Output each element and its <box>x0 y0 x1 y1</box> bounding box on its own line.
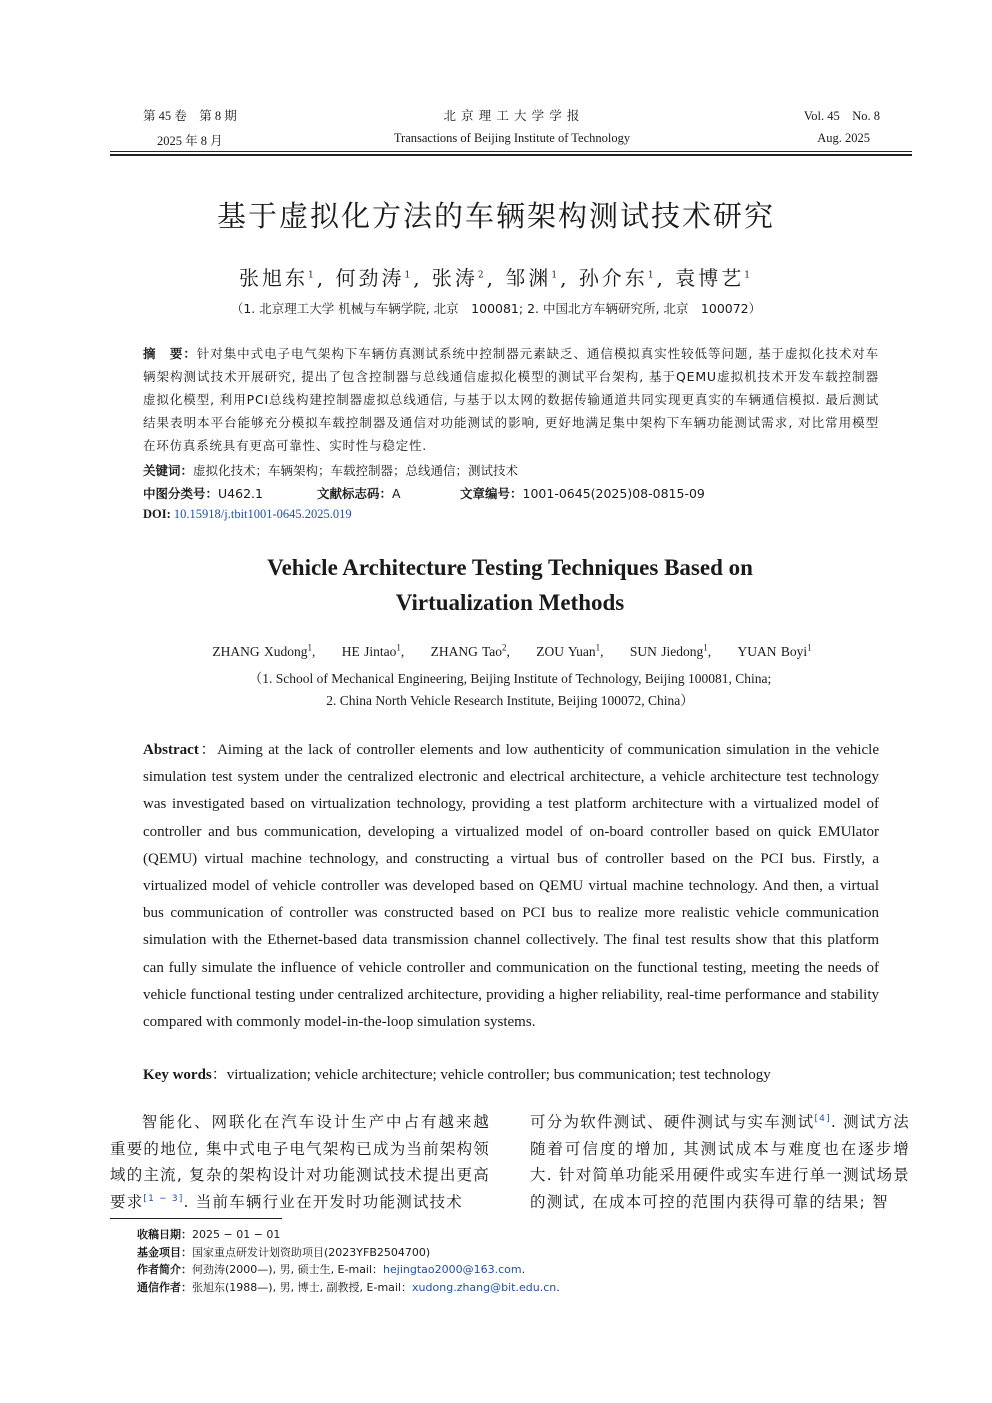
doi-label: DOI: <box>143 507 171 521</box>
journal-title-en: Transactions of Beijing Institute of Technology <box>393 131 631 145</box>
footnote-corresponding: 通信作者：张旭东(1988—), 男, 博士, 副教授, E-mail：xudong.zhang@bit.edu.cn. <box>137 1280 560 1294</box>
author-en: YUAN Boyi$^1$ <box>737 642 812 659</box>
doi-link[interactable]: 10.15918/j.tbit1001-0645.2025.019 <box>173 507 352 521</box>
doi-row <box>143 507 352 522</box>
volume-issue-en: Vol. 45 No. 8 <box>803 109 880 123</box>
body-column-right: 可分为软件测试、硬件测试与实车测试[4]. 测试方法随着可信度的增加, 其测试成本与难度也在逐步增大. 针对简单功能采用硬件或实车进行单一测试场景的测试, 在成本可控的范围内获得可靠的结果; 智 <box>530 1113 910 1211</box>
footnote-received: 收稿日期：2025 − 01 − 01 <box>137 1228 281 1241</box>
affiliation-en <box>0 668 992 712</box>
abstract-cn-label: 摘 要： <box>143 346 197 361</box>
affiliation-en-line1: （1. School of Mechanical Engineering, Beijing Institute of Technology, Beijing 100081, China; <box>248 671 772 686</box>
author-list-cn: 张旭东$^1$, 何劲涛$^1$, 张涛$^2$, 邹渊$^1$, 孙介东$^1$, 袁博艺$^1$ <box>239 266 753 290</box>
header-rule-thin <box>110 151 912 152</box>
article-number: 文章编号：1001-0645(2025)08-0815-09 <box>460 486 705 501</box>
header-rule-thick <box>110 154 912 156</box>
author-en: ZHANG Tao$^2$, <box>430 642 510 659</box>
author-en: HE Jintao$^1$, <box>341 642 405 659</box>
paper-title-en-line1: Vehicle Architecture Testing Techniques Based on <box>267 555 753 580</box>
keywords-cn-label: 关键词： <box>143 463 194 478</box>
corresponding-email-link[interactable]: xudong.zhang@bit.edu.cn <box>412 1280 557 1294</box>
author-cn: 张涛$^2$ <box>431 266 487 290</box>
author-cn: 张旭东$^1$ <box>239 266 317 290</box>
citation-link[interactable]: [4] <box>814 1113 831 1124</box>
volume-issue-cn: 第 45 卷 第 8 期 <box>143 109 237 123</box>
author-email-link[interactable]: hejingtao2000@163.com <box>383 1263 522 1276</box>
paper-title-en <box>0 550 992 620</box>
author-list-en <box>0 644 992 660</box>
affiliation-en-line2: 2. China North Vehicle Research Institute, Beijing 100072, China） <box>326 693 694 708</box>
author-cn: 袁博艺$^1$ <box>675 266 753 290</box>
date-cn: 2025 年 8 月 <box>157 134 223 148</box>
footnote-fund: 基金项目：国家重点研发计划资助项目(2023YFB2504700) <box>137 1245 431 1259</box>
abstract-en-text: Aiming at the lack of controller elements and low authenticity of communication simulation in the vehicle simulation test system under the centralized electronic and electrical architecture, a vehicle architecture test technology was investigated based on virtualization technology, providing a test platform architecture with a virtualized model of controller and bus communication, developing a virtualized model of on-board controller based on quick EMUlator (QEMU) virtual machine technology, and constructing a virtual bus of controller based on the PCI bus. Firstly, a virtualized model of vehicle controller was developed based on QEMU virtual machine technology. And then, a virtual bus communication of controller was constructed based on PCI bus to realize more realistic vehicle communication simulation with the Ethernet-based data transmission channel collectively. The final test results show that this platform can fully simulate the influence of vehicle controller and communication on the functional testing, meeting the needs of vehicle functional testing under centralized architecture, providing a higher reliability, real-time performance and stability compared with commonly model-in-the-loop simulation systems. <box>143 742 879 1031</box>
author-cn: 何劲涛$^1$ <box>335 266 414 290</box>
author-en: ZOU Yuan$^1$, <box>536 642 604 659</box>
paper-title-cn: 基于虚拟化方法的车辆架构测试技术研究 <box>216 199 775 233</box>
footnote-rule <box>110 1218 282 1219</box>
paper-title-en-line2: Virtualization Methods <box>395 590 625 615</box>
author-en: ZHANG Xudong$^1$, <box>212 642 316 659</box>
abstract-en-label: Abstract <box>143 742 199 758</box>
body-column-left: 智能化、网联化在汽车设计生产中占有越来越重要的地位, 集中式电子电气架构已成为当前架构领域的主流, 复杂的架构设计对功能测试技术提出更高要求[1 − 3]. 当前车辆行业在开发时功能测试技术 <box>110 1113 490 1211</box>
abstract-cn <box>143 342 879 457</box>
journal-title-cn: 北 京 理 工 大 学 学 报 <box>443 109 581 123</box>
footnotes <box>137 1226 560 1296</box>
date-en: Aug. 2025 <box>817 131 870 145</box>
abstract-en: Abstract：Aiming at the lack of controller elements and low authenticity of communication simulation in the vehicle simulation test system under the centralized electronic and electrical architecture, a vehicle architecture test technology was investigated based on virtualization technology, providing a test platform architecture with a virtualized model of controller and bus communication, developing a virtualized model of on-board controller based on quick EMUlator (QEMU) virtual machine technology, and constructing a virtual bus of controller based on the PCI bus. Firstly, a virtualized model of vehicle controller was developed based on QEMU virtual machine technology. And then, a virtual bus communication of controller was constructed based on PCI bus to realize more realistic vehicle communication simulation with the Ethernet-based data transmission channel collectively. The final test results show that this platform can fully simulate the influence of vehicle controller and communication on the functional testing, meeting the needs of vehicle functional testing under centralized architecture, providing a higher reliability, real-time performance and stability compared with commonly model-in-the-loop simulation systems. <box>143 742 879 1031</box>
keywords-en-text: virtualization; vehicle architecture; vehicle controller; bus communication; test technology <box>226 1067 771 1083</box>
citation-link[interactable]: [1 − 3] <box>143 1193 184 1204</box>
affiliation-cn: （1. 北京理工大学 机械与车辆学院, 北京 100081; 2. 中国北方车辆研究所, 北京 100072） <box>230 301 762 316</box>
footnote-author: 作者简介：何劲涛(2000—), 男, 硕士生, E-mail：hejingtao2000@163.com. <box>137 1263 526 1276</box>
keywords-cn-text: 虚拟化技术；车辆架构；车载控制器；总线通信；测试技术 <box>193 463 519 478</box>
author-cn: 孙介东$^1$ <box>578 266 657 290</box>
keywords-en: Key words：virtualization; vehicle architecture; vehicle controller; bus communication; test technology <box>143 1067 771 1083</box>
document-code: 文献标志码：A <box>317 486 401 501</box>
author-cn: 邹渊$^1$ <box>505 266 561 290</box>
abstract-cn-text: 针对集中式电子电气架构下车辆仿真测试系统中控制器元素缺乏、通信模拟真实性较低等问题, 基于虚拟化技术对车辆架构测试技术开展研究, 提出了包含控制器与总线通信虚拟化模型的测试平台架构, 基于QEMU虚拟机技术开发车载控制器虚拟化模型, 利用PCI总线构建控制器虚拟总线通信, 与基于以太网的数据传输通道共同实现更真实的车辆通信模拟. 最后测试结果表明本平台能够充分模拟车载控制器及通信对功能测试的影响, 更好地满足集中架构下车辆功能测试需求, 对比常用模型在环仿真系统具有更高可靠性、实时性与稳定性. <box>143 346 879 453</box>
classification-row <box>143 484 903 502</box>
author-en: SUN Jiedong$^1$, <box>629 642 712 659</box>
keywords-en-label: Key words <box>143 1067 212 1083</box>
clc-number: 中图分类号：U462.1 <box>143 486 263 501</box>
keywords-cn <box>143 461 518 479</box>
